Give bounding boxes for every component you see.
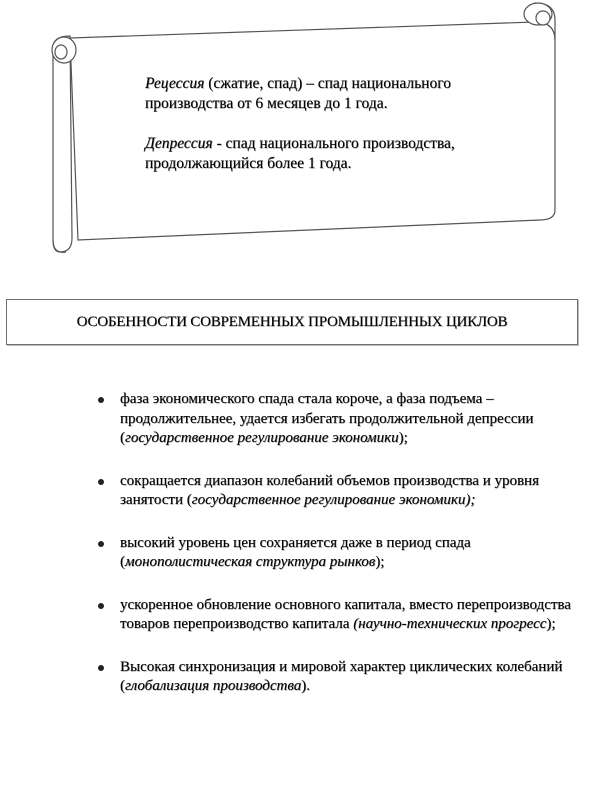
bullet-icon <box>98 603 104 609</box>
feature-end: ); <box>546 616 556 632</box>
feature-end: ). <box>301 678 311 694</box>
feature-end: ); <box>375 554 385 570</box>
scroll-definitions <box>145 74 540 194</box>
feature-text: сокращается диапазон колебаний объемов производства и уровня занятости ( <box>120 472 539 508</box>
depression-text: - спад национального производства, продолжающийся более 1 года. <box>145 135 455 172</box>
feature-reason: монополистическая структура рынков <box>125 554 376 570</box>
feature-reason: (научно-технических прогресс <box>353 616 547 632</box>
feature-end: ); <box>398 430 408 446</box>
feature-text: высокий уровень цен сохраняется даже в период спада ( <box>120 534 471 570</box>
bullet-icon <box>98 479 104 485</box>
feature-text: фаза экономического спада стала короче, а фаза подъема – продолжительнее, удается избегать продолжительной депрессии ( <box>120 391 534 446</box>
feature-reason: глобализация производства <box>125 678 302 694</box>
feature-text: Высокая синхронизация и мировой характер циклических колебаний ( <box>120 658 563 694</box>
bullet-icon <box>98 397 104 403</box>
feature-reason: государственное регулирование экономики <box>125 430 399 446</box>
features-list <box>95 390 585 720</box>
feature-item <box>95 390 585 449</box>
feature-item <box>95 596 585 635</box>
recession-term: Рецессия <box>145 75 205 92</box>
feature-reason: государственное регулирование экономики); <box>191 492 476 508</box>
feature-item <box>95 658 585 697</box>
feature-text: ускоренное обновление основного капитала, вместо перепроизводства товаров перепроизводство капитала <box>120 596 571 632</box>
bullet-icon <box>98 665 104 671</box>
feature-item <box>95 534 585 573</box>
section-heading: ОСОБЕННОСТИ СОВРЕМЕННЫХ ПРОМЫШЛЕННЫХ ЦИКЛОВ <box>6 299 578 345</box>
recession-text: (сжатие, спад) – спад национального производства от 6 месяцев до 1 года. <box>145 75 451 112</box>
depression-definition <box>145 134 540 174</box>
feature-item <box>95 472 585 511</box>
depression-term: Депрессия <box>145 135 213 152</box>
recession-definition <box>145 74 540 114</box>
bullet-icon <box>98 541 104 547</box>
